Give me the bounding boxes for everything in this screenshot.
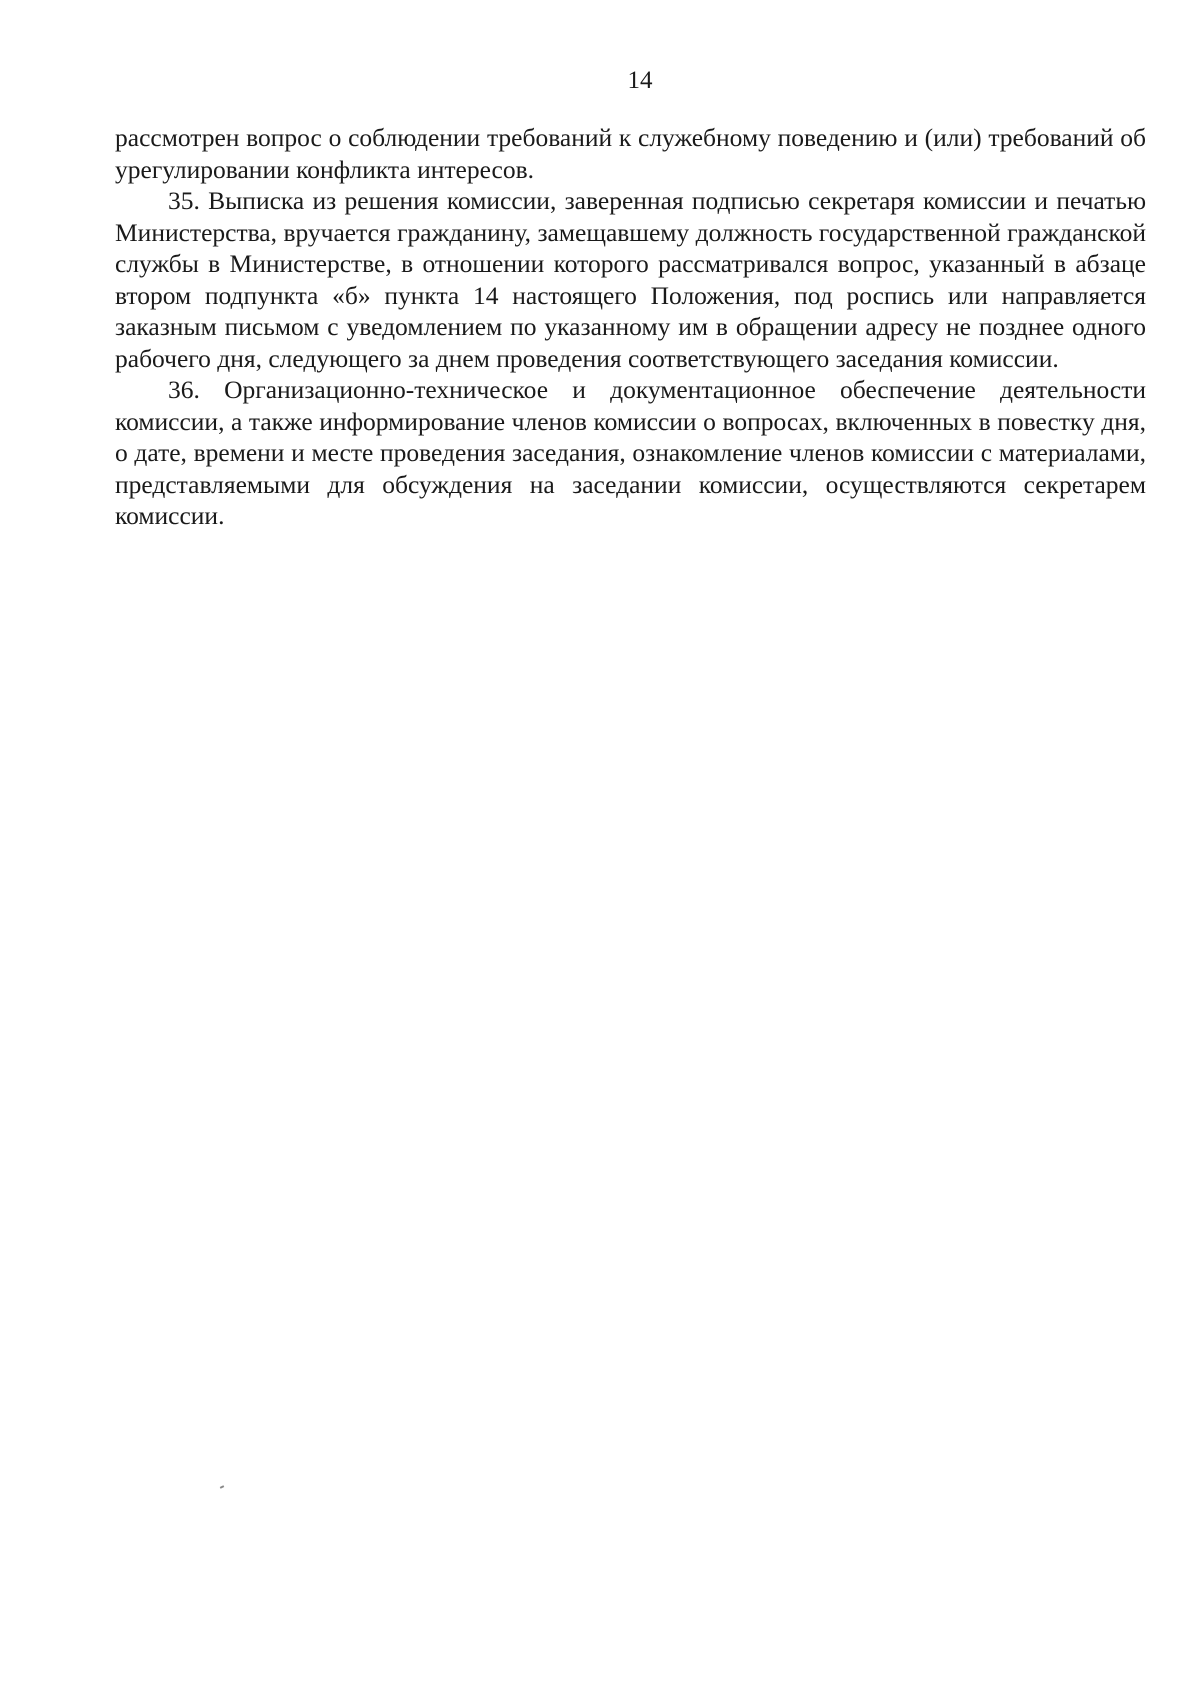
paragraph-item-36: 36. Организационно-техническое и документационное обеспечение деятельности комиссии, а также информирование членов комиссии о вопросах, включенных в повестку дня, о дате, времени и месте проведения заседания, ознакомление членов комиссии с материалами, представляемыми для обсуждения на заседании комиссии, осуществляются секретарем комиссии.: [115, 375, 1146, 530]
paragraph-item-35: 35. Выписка из решения комиссии, заверенная подписью секретаря комиссии и печатью Министерства, вручается гражданину, замещавшему должность государственной гражданской службы в Министерстве, в отношении которого рассматривался вопрос, указанный в абзаце втором подпункта «б» пункта 14 настоящего Положения, под роспись или направляется заказным письмом с уведомлением по указанному им в обращении адресу не позднее одного рабочего дня, следующего за днем проведения соответствующего заседания комиссии.: [115, 186, 1146, 373]
page-number: 14: [627, 67, 653, 94]
paragraph-continuation: рассмотрен вопрос о соблюдении требований к служебному поведению и (или) требований об урегулировании конфликта интересов.: [115, 123, 1146, 184]
scan-artifact-mark: [220, 1485, 224, 1489]
document-body: [115, 122, 1146, 532]
